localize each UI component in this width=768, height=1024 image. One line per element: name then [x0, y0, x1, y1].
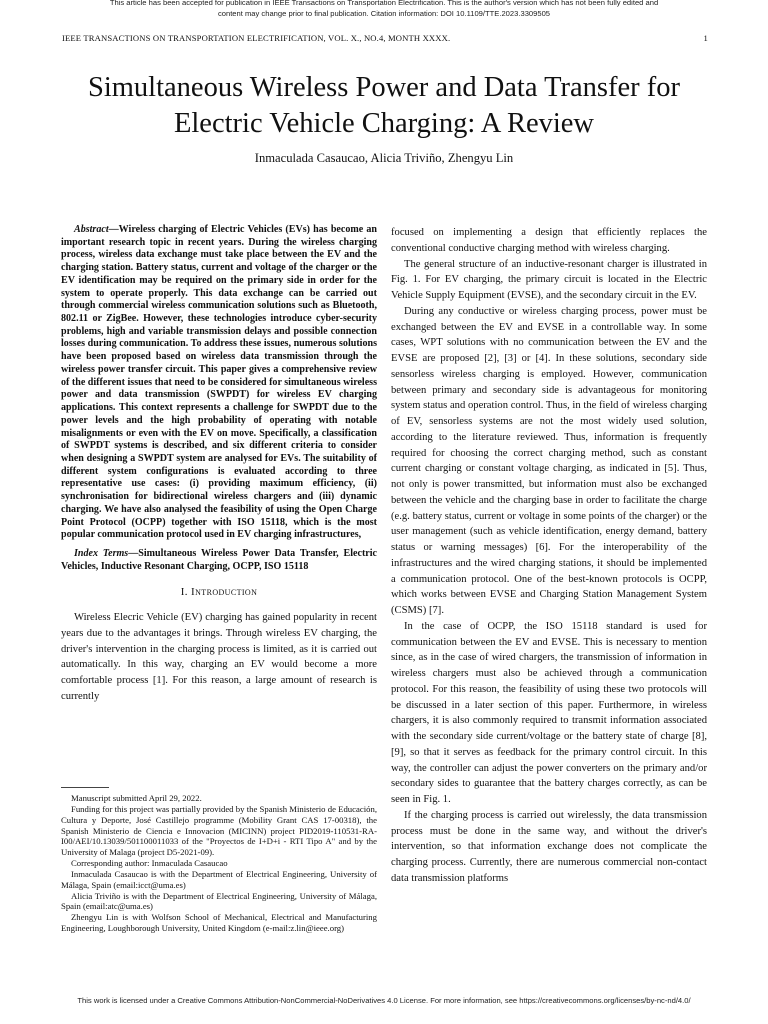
publication-notice-line2: content may change prior to final publication. Citation information: DOI 10.1109/TTE.2023.3309505 [217, 9, 551, 18]
left-column [61, 224, 377, 705]
right-column [391, 225, 707, 887]
footnote: Funding for this project was partially provided by the Spanish Ministerio de Educación, Cultura y Deporte, José Castillejo programme (Mobility Grant CAS 17-00318), the Spanish Ministerio de Ciencia e Innovacion (MICINN) project PID2019-110531-RA-I00/AEI/10.13039/501100011033 of the "Proyectos de I+D+i - RTI Tipo A" and by the University of Malaga (project D5-2021-09). [61, 803, 377, 858]
footnote: Inmaculada Casaucao is with the Department of Electrical Engineering, University of Málaga, Spain (email:icct@uma.es) [61, 868, 377, 890]
footnote: Zhengyu Lin is with Wolfson School of Mechanical, Electrical and Manufacturing Engineering, Loughborough University, United Kingdom (e-mail:z.lin@ieee.org) [61, 912, 377, 934]
footnote: Manuscript submitted April 29, 2022. [71, 793, 202, 803]
footnotes [61, 793, 377, 934]
body-paragraph: If the charging process is carried out wirelessly, the data transmission process must be done in the same way, and without the driver's intervention, so that information exchange does not complicate the charging process. Currently, there are numerous commercial non-contact data transmission platforms [391, 809, 707, 884]
abstract-text: —Wireless charging of Electric Vehicles (EVs) has become an important research topic in recent years. During the wireless charging process, wireless data exchange must take place between the EV and the charging station. Battery status, current and voltage of the charger or the EV identification may be required on the primary side in order for the system to operate properly. This data exchange can be carried out through commercial wireless communication solutions such as Bluetooth, 802.11 or ZigBee. However, these technologies introduce cyber-security problems, high and variable transmission delays and possible connection losses during communication. To address these issues, numerous solutions have been proposed based on wireless data transmission through the wireless power transfer circuit. This paper gives a comprehensive review of the different issues that need to be considered for simultaneous wireless power and data transmission (SWPDT) for wireless EV charging applications. This context represents a challenge for SWPDT due to the power levels and the high probability of operating with notable misalignments or even with the EV on move. Specifically, a classification of SWPDT systems is described, and six different criteria to consider when designing a SWPDT system are analysed for EVs. The suitability of different system configurations is evaluated according to three representative use cases: (i) providing maximum efficiency, (ii) synchronisation for bidirectional wireless chargers and (iii) dynamic charging. We have also analysed the feasibility of using the Open Charge Point Protocol (OCPP) together with ISO 15118, which is the most popular communication protocol used in EV charging infrastructures, [61, 224, 378, 541]
footnote: Alicia Triviño is with the Department of Electrical Engineering, University of Málaga, Spain (email:atc@uma.es) [61, 890, 377, 912]
license-notice: This work is licensed under a Creative Commons Attribution-NonCommercial-NoDerivatives 4.0 License. For more information, see https://creativecommons.org/licenses/by-nc-nd/4.0/ [77, 996, 691, 1005]
index-terms-lead: Index Terms [74, 547, 129, 559]
publication-notice-line1: This article has been accepted for publication in IEEE Transactions on Transportation Electrification. This is the author's version which has not been fully edited and [109, 0, 659, 7]
index-terms-text: —Simultaneous Wireless Power Data Transfer, Electric Vehicles, Inductive Resonant Charging, OCPP, ISO 15118 [61, 547, 377, 572]
running-header [62, 33, 708, 43]
index-terms [61, 548, 377, 573]
paper-title [40, 70, 728, 142]
section-heading-introduction: I. Introduction [180, 586, 258, 599]
journal-name: IEEE TRANSACTIONS ON TRANSPORTATION ELECTRIFICATION, VOL. X., NO.4, MONTH XXXX. [62, 33, 451, 43]
title-line-1: Simultaneous Wireless Power and Data Transfer for [88, 72, 680, 103]
footnote-rule [61, 787, 109, 788]
title-line-2: Electric Vehicle Charging: A Review [173, 108, 594, 139]
body-paragraph: During any conductive or wireless charging process, power must be exchanged between the EV and EVSE in a controllable way. In some cases, WPT solutions with no communication between the EV and the EVSE are proposed [2], [3] or [4]. In these solutions, secondary side sensorless wireless charging is employed. However, communication between primary and secondary side is advantageous for monitoring system status and operation control. Thus, in the field of wireless charging of EV, sensorless systems are not the most widely used solution, according to the literature reviewed. Thus, information is frequently required for choosing the correct charging method, such as constant current charging or constant voltage charging, as indicated in [5]. Thus, not only is power transmitted, but information must also be exchanged between the vehicle and the charging base in order to facilitate the charge (e.g. battery status, current or voltage in some points of the charger) or the user management (such as vehicle identification, energy demand, battery status or warning messages) [6]. For the interoperability of the infrastructures and the wired charging stations, it should be implemented a communication protocol. One of the best-known protocols is OCPP, which works between EVSE and Charging Station Management System (CSMS) [7]. [391, 305, 707, 616]
body-paragraph: focused on implementing a design that efficiently replaces the conventional conductive charging method with wireless charging. [391, 227, 707, 254]
footnote: Corresponding author: Inmaculada Casaucao [71, 858, 228, 869]
abstract [61, 224, 377, 542]
author-list: Inmaculada Casaucao, Alicia Triviño, Zhengyu Lin [254, 151, 514, 165]
abstract-lead: Abstract [74, 224, 109, 235]
body-paragraph: In the case of OCPP, the ISO 15118 standard is used for communication between the EV and EVSE. This is necessary to mention since, as in the case of wired chargers, the transmission of information in wireless chargers must also be achieved through a communication protocol. For this reason, the feasibility of using these two protocols will be discussed in a later section of this paper. Furthermore, in wireless chargers, it is also commonly required to transmit information associated with the secondary side current/voltage or the battery state of charge [8], [9], so that it serves as feedback for the primary control circuit. In this way, the controller can adjust the power converters on the primary and/or secondary sides to guarantee that the battery charges correctly, as can be seen in Fig. 1. [391, 620, 707, 805]
intro-paragraph: Wireless Elecric Vehicle (EV) charging has gained popularity in recent years due to the advantages it brings. Through wireless EV charging, the driver's intervention in the charging process is limited, as it is carried out automatically. In this way, charging an EV would become a more comfortable process [1]. For this reason, a large amount of research is currently [61, 612, 377, 702]
publication-notice [0, 0, 768, 19]
page-number: 1 [703, 33, 708, 43]
body-paragraph: The general structure of an inductive-resonant charger is illustrated in Fig. 1. For EV charging, the primary circuit is located in the Electric Vehicle Supply Equipment (EVSE), and the secondary circuit in the EV. [391, 258, 707, 301]
